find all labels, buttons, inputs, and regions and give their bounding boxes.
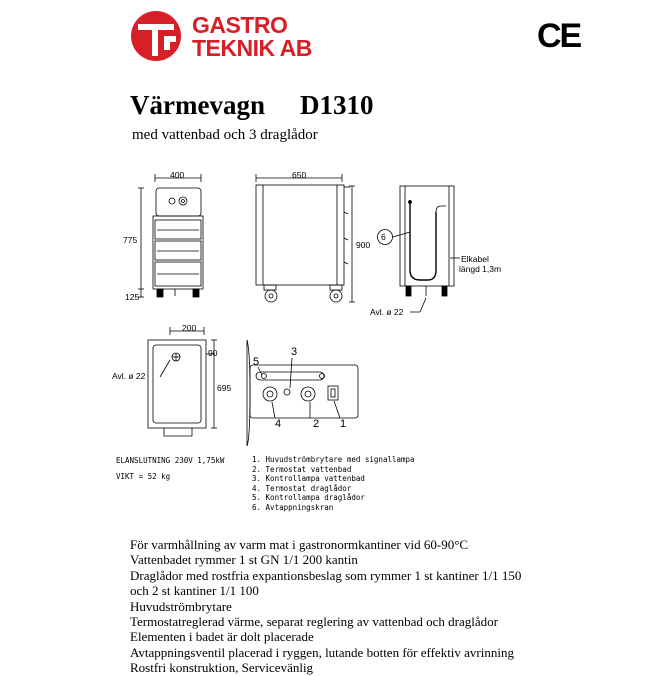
product-model: D1310 (300, 90, 374, 120)
description-line: Vattenbadet rymmer 1 st GN 1/1 200 kantin (130, 552, 358, 568)
brand-line2: TEKNIK AB (192, 35, 312, 61)
description-line: Termostatreglerad värme, separat reglering av vattenbad och draglådor (130, 614, 498, 630)
panel-label-3: 3 (291, 346, 298, 358)
rear-drain-label: Avl. ø 22 (370, 307, 404, 317)
front-view (138, 174, 203, 297)
thermostat-2-icon (301, 387, 315, 401)
ce-mark: CE (537, 17, 581, 55)
top-offset-dim: 90 (208, 348, 218, 358)
legend-item: 6. Avtappningskran (252, 502, 334, 512)
product-subtitle: med vattenbad och 3 draglådor (132, 127, 318, 143)
legend-item: 1. Huvudströmbrytare med signallampa (252, 455, 415, 464)
legend-list (252, 455, 415, 512)
indicator-small-icon (284, 389, 290, 395)
side-view (256, 174, 355, 302)
top-view (148, 327, 217, 436)
legend-item: 3. Kontrollampa vattenbad (252, 474, 365, 483)
electrical-spec: ELANSLUTNING 230V 1,75kW (116, 456, 225, 465)
legend-item: 2. Termostat vattenbad (252, 464, 352, 474)
front-leg-dim: 125 (125, 292, 140, 302)
legend-item: 4. Termostat draglådor (252, 483, 352, 493)
description-line: Avtappningsventil placerad i ryggen, lutande botten för effektiv avrinning (130, 644, 514, 660)
description-line: Elementen i badet är dolt placerade (130, 629, 314, 645)
panel-label-4: 4 (275, 418, 282, 430)
description-line: Huvudströmbrytare (130, 598, 232, 614)
panel-label-2: 2 (313, 418, 320, 430)
description-list (130, 537, 521, 676)
top-width-dim: 200 (182, 323, 197, 333)
description-line: Rostfri konstruktion, Servicevänlig (130, 660, 314, 676)
front-drain-knob-icon (169, 198, 175, 204)
front-height-dim: 775 (123, 235, 138, 245)
description-line: För varmhållning av varm mat i gastronormkantiner vid 60-90°C (130, 537, 469, 552)
side-wheel-right-icon (330, 290, 342, 302)
control-panel-view (247, 340, 358, 446)
front-knob-icon (179, 197, 187, 205)
description-line: Draglådor med rostfria expantionsbeslag som rymmer 1 st kantiner 1/1 150 (130, 567, 522, 583)
legend-item: 5. Kontrollampa draglådor (252, 493, 365, 502)
rear-callout-6: 6 (381, 232, 386, 242)
side-wheel-left-icon (265, 290, 277, 302)
rear-cable-line1: Elkabel (461, 254, 489, 264)
front-width-dim: 400 (170, 170, 185, 180)
rear-view (378, 186, 461, 312)
side-height-dim: 900 (356, 240, 371, 250)
thermostat-4-icon (263, 387, 277, 401)
rear-cable-line2: längd 1,3m (459, 264, 502, 274)
brand-line1: GASTRO (192, 12, 288, 38)
panel-label-5: 5 (253, 356, 260, 368)
description-line: och 2 st kantiner 1/1 100 (130, 583, 259, 599)
panel-label-1: 1 (340, 418, 347, 430)
top-drain-label: Avl. ø 22 (112, 371, 146, 381)
main-switch-1-icon (328, 386, 338, 400)
product-name: Värmevagn (130, 90, 265, 120)
weight-spec: VIKT = 52 kg (116, 472, 171, 481)
lamp-5-icon (262, 374, 267, 379)
top-depth-dim: 695 (217, 383, 232, 393)
side-width-dim: 650 (292, 170, 307, 180)
